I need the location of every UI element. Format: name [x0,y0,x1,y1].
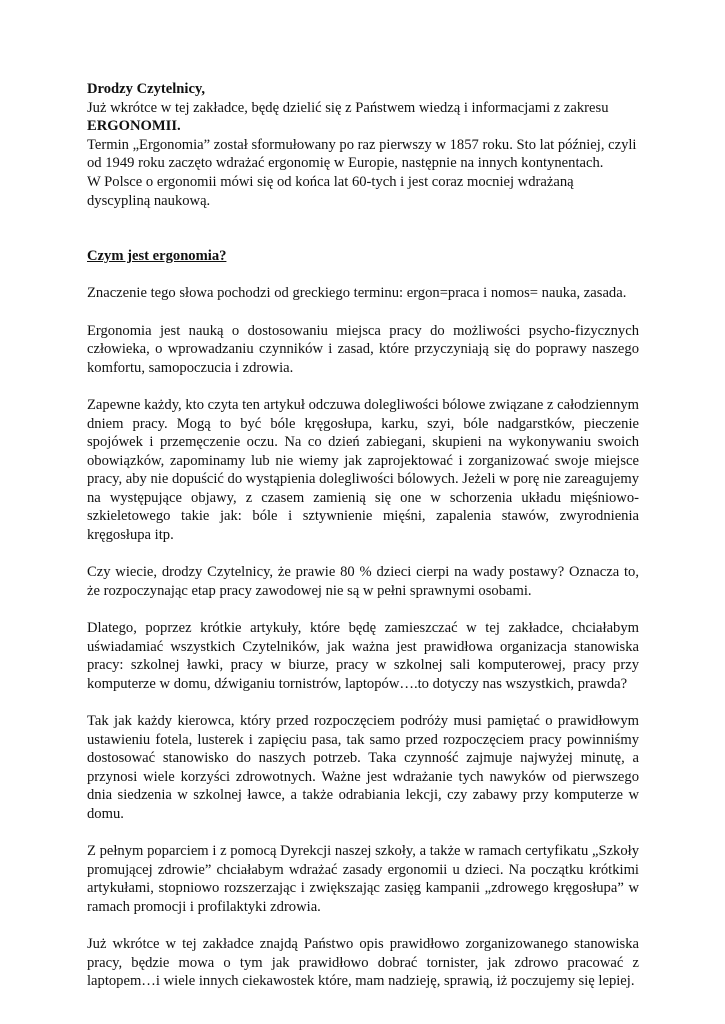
history-paragraph: Termin „Ergonomia” został sformułowany po raz pierwszy w 1857 roku. Sto lat później, czyli od 1949 roku zaczęto wdrażać ergonomię w Europie, następnie na innych kontynentach. [87,136,637,172]
pain-paragraph: Zapewne każdy, kto czyta ten artykuł odczuwa dolegliwości bólowe związane z całodziennym dniem pracy. Mogą to być bóle kręgosłupa, karku, szyi, bóle nadgarstków, pieczenie spojówek i przemęczenie oczu. Na co dzień zabiegani, skupieni na wykonywaniu swoich obowiązków, zapominamy lub nie wiemy jak zaprojektować i zorganizować swoje miejsce pracy, aby nie dopuścić do wystąpienia dolegliwości bólowych. Jeżeli w porę nie zareagujemy na występujące objawy, z czasem zamienią się one w schorzenia układu mięśniowo-szkieletowego takie jak: bóle i sztywnienie mięśni, zapalenia stawów, zwyrodnienia kręgosłupa itp. [87,396,639,544]
intro-term: ERGONOMII. [87,118,181,135]
greeting: Drodzy Czytelnicy, [87,81,206,97]
poland-paragraph: W Polsce o ergonomii mówi się od końca lat 60-tych i jest coraz mocniej wdrażaną dyscypliną naukową. [87,173,574,209]
school-paragraph: Z pełnym poparciem i z pomocą Dyrekcji naszej szkoły, a także w ramach certyfikatu „Szkoły promującej zdrowie” chciałabym wdrażać zasady ergonomii u dzieci. Na początku krótkimi artykułami, stopniowo rozszerzając i zwiększając zasięg kampanii „zdrowego kręgosłupa” w ramach promocji i profilaktyki zdrowia. [87,843,639,915]
outlook-paragraph: Już wkrótce w tej zakładce znajdą Państwo opis prawidłowo zorganizowanego stanowiska pracy, będzie mowa o tym jak prawidłowo dobrać tornister, jak zdrowo pracować z laptopem…i wiele innych ciekawostek które, mam nadzieję, sprawią, iż poczujemy się lepiej. [87,936,639,990]
etymology-paragraph: Znaczenie tego słowa pochodzi od greckiego terminu: ergon=praca i nomos= nauka, zasada. [87,285,627,302]
document-page [87,80,639,991]
section-heading: Czym jest ergonomia? [87,248,227,265]
posture-paragraph: Czy wiecie, drodzy Czytelnicy, że prawie 80 % dzieci cierpi na wady postawy? Oznacza to, że rozpoczynając etap pracy zawodowej nie są w pełni sprawnymi osobami. [87,564,639,599]
awareness-paragraph: Dlatego, poprzez krótkie artykuły, które będę zamieszczać w tej zakładce, chciałabym uświadamiać wszystkich Czytelników, jak ważna jest prawidłowa organizacja stanowiska pracy: szkolnej ławki, pracy w biurze, pracy w szkolnej sali komputerowej, pracy przy komputerze w domu, dźwiganiu tornistrów, laptopów….to dotyczy nas wszystkich, prawda? [87,620,639,692]
definition-paragraph: Ergonomia jest nauką o dostosowaniu miejsca pracy do możliwości psycho-fizycznych człowieka, o wprowadzaniu czynników i zasad, które przyczyniają się do poprawy naszego komfortu, samopoczucia i zdrowia. [87,322,639,376]
intro-line: Już wkrótce w tej zakładce, będę dzielić się z Państwem wiedzą i informacjami z zakresu [87,99,609,116]
driver-paragraph: Tak jak każdy kierowca, który przed rozpoczęciem podróży musi pamiętać o prawidłowym ustawieniu fotela, lusterek i zapięciu pasa, tak samo przed rozpoczęciem pracy powinniśmy dostosować stanowisko do naszych potrzeb. Taka czynność zajmuje najwyżej minutę, a przynosi wiele korzyści zdrowotnych. Ważne jest wdrażanie tych nawyków od pierwszego dnia siedzenia w szkolnej ławce, a także odrabiania lekcji, czy zabawy przy komputerze w domu. [87,713,639,822]
